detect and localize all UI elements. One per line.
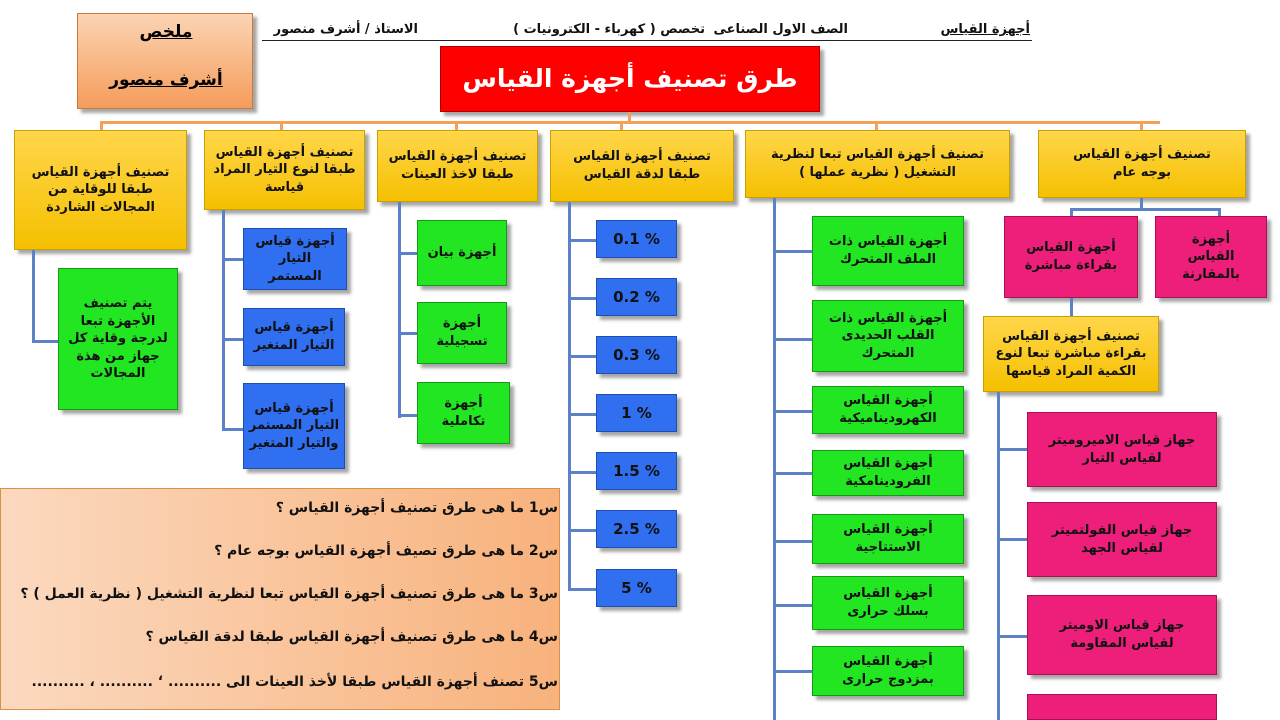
accuracy-item: 0.2 %: [596, 278, 677, 316]
connector: [568, 355, 596, 358]
connector: [773, 198, 776, 720]
header-underline: [262, 40, 1032, 41]
theory-item-induction: أجهزة القياس الاستتاجية: [812, 514, 964, 564]
category-accuracy: تصنيف أجهزة القياس طبقا لدقة القياس: [550, 130, 734, 202]
connector: [568, 529, 596, 532]
connector: [997, 448, 1027, 451]
connector: [568, 239, 596, 242]
connector: [773, 472, 813, 475]
connector: [222, 210, 225, 430]
connector: [100, 121, 1160, 124]
header-teacher: الاستاذ / أشرف منصور: [273, 22, 418, 37]
sample-item-integrating: أجهزة تكاملية: [417, 382, 510, 444]
accuracy-item: 0.3 %: [596, 336, 677, 374]
connector: [568, 413, 596, 416]
question-4: س4 ما هى طرق تصنيف أجهزة القياس طبقا لدقة القياس ؟: [145, 629, 558, 645]
sample-item-recording: أجهزة تسجيلية: [417, 302, 507, 364]
question-2: س2 ما هى طرق تصيف أجهزة القياس بوجه عام ؟: [214, 543, 558, 559]
header-subject: أجهزة القياس: [940, 22, 1030, 37]
theory-item-moving-iron: أجهزة القياس ذات القلب الحديدى المتحرك: [812, 300, 964, 372]
connector: [773, 670, 813, 673]
connector: [1070, 298, 1073, 316]
connector: [398, 202, 401, 418]
connector: [32, 250, 35, 342]
theory-item-electrodynamic: أجهزة القياس الكهروديناميكية: [812, 386, 964, 434]
category-protection: تصنيف أجهزة القياس طبقا للوقاية من المجالات الشاردة: [14, 130, 187, 250]
connector: [997, 635, 1027, 638]
category-samples: تصنيف أجهزة القياس طبقا لاخذ العينات: [377, 130, 538, 202]
connector: [1070, 208, 1220, 211]
category-current: تصنيف أجهزة القياس طبقا لنوع التيار المراد قياسة: [204, 130, 365, 210]
direct-device-partial: [1027, 694, 1217, 720]
connector: [997, 538, 1027, 541]
general-comparison: أجهزة القياس بالمقارنة: [1155, 216, 1267, 298]
connector: [773, 540, 813, 543]
current-item-dc: أجهزة قياس التيار المستمر: [243, 228, 347, 290]
connector: [773, 250, 813, 253]
general-direct-type: تصنيف أجهزة القياس بقراءة مباشرة تبعا لنوع الكمية المراد قياسها: [983, 316, 1159, 392]
category-theory: تصنيف أجهزة القياس تبعا لنظرية التشغيل ( نظرية عملها ): [745, 130, 1010, 198]
connector: [773, 604, 813, 607]
theory-item-moving-coil: أجهزة القياس ذات الملف المتحرك: [812, 216, 964, 286]
connector: [568, 297, 596, 300]
theory-item-thermocouple: أجهزة القياس بمزدوج حرارى: [812, 646, 964, 696]
question-1: س1 ما هى طرق تصنيف أجهزة القياس ؟: [275, 500, 558, 516]
connector: [568, 471, 596, 474]
accuracy-item: 5 %: [596, 569, 677, 607]
connector: [398, 332, 418, 335]
theory-item-hot-wire: أجهزة القياس بسلك حرارى: [812, 576, 964, 630]
accuracy-item: 1.5 %: [596, 452, 677, 490]
header-grade: الصف الاول الصناعى: [713, 22, 848, 37]
connector: [773, 410, 813, 413]
accuracy-item: 2.5 %: [596, 510, 677, 548]
question-3: س3 ما هى طرق تصنيف أجهزة القياس تبعا لنظرية التشغيل ( نظرية العمل ) ؟: [20, 586, 558, 602]
header-specialty: تخصص ( كهرباء - الكترونيات ): [513, 22, 705, 37]
connector: [398, 252, 418, 255]
theory-item-ferrodynamic: أجهزة القياس الفرودينامكية: [812, 450, 964, 496]
direct-device-voltmeter: جهاز قياس الفولتميتر لقياس الجهد: [1027, 502, 1217, 577]
summary-box: [77, 13, 253, 109]
connector: [398, 414, 418, 417]
connector: [32, 340, 60, 343]
accuracy-item: 1 %: [596, 394, 677, 432]
sample-item-indicating: أجهزة بيان: [417, 220, 507, 286]
connector: [773, 338, 813, 341]
current-item-ac: أجهزة قياس التيار المتغير: [243, 308, 345, 366]
connector: [222, 428, 244, 431]
connector: [997, 392, 1000, 720]
connector: [222, 258, 244, 261]
direct-device-ohmmeter: جهاز قياس الاوميتر لقياس المقاومة: [1027, 595, 1217, 675]
general-direct: أجهزة القياس بقراءة مباشرة: [1004, 216, 1138, 298]
connector: [568, 588, 596, 591]
summary-author: أشرف منصور: [109, 70, 223, 90]
connector: [222, 338, 244, 341]
main-title: طرق تصنيف أجهزة القياس: [440, 46, 820, 112]
current-item-dc-ac: أجهزة قياس التيار المستمر والتيار المتغير: [243, 383, 345, 469]
category-general: تصنيف أجهزة القياس بوجه عام: [1038, 130, 1246, 198]
summary-title: ملخص: [139, 22, 193, 42]
direct-device-ammeter: جهاز قياس الاميروميتر لقياس التيار: [1027, 412, 1217, 487]
accuracy-item: 0.1 %: [596, 220, 677, 258]
question-5: س5 تصنف أجهزة القياس طبقا لأخذ العينات الى .......... ‘ .......... ، ..........: [31, 674, 558, 690]
protection-item: يتم تصنيف الأجهزة تبعا لدرجة وقاية كل جهاز من هذة المجالات: [58, 268, 178, 410]
